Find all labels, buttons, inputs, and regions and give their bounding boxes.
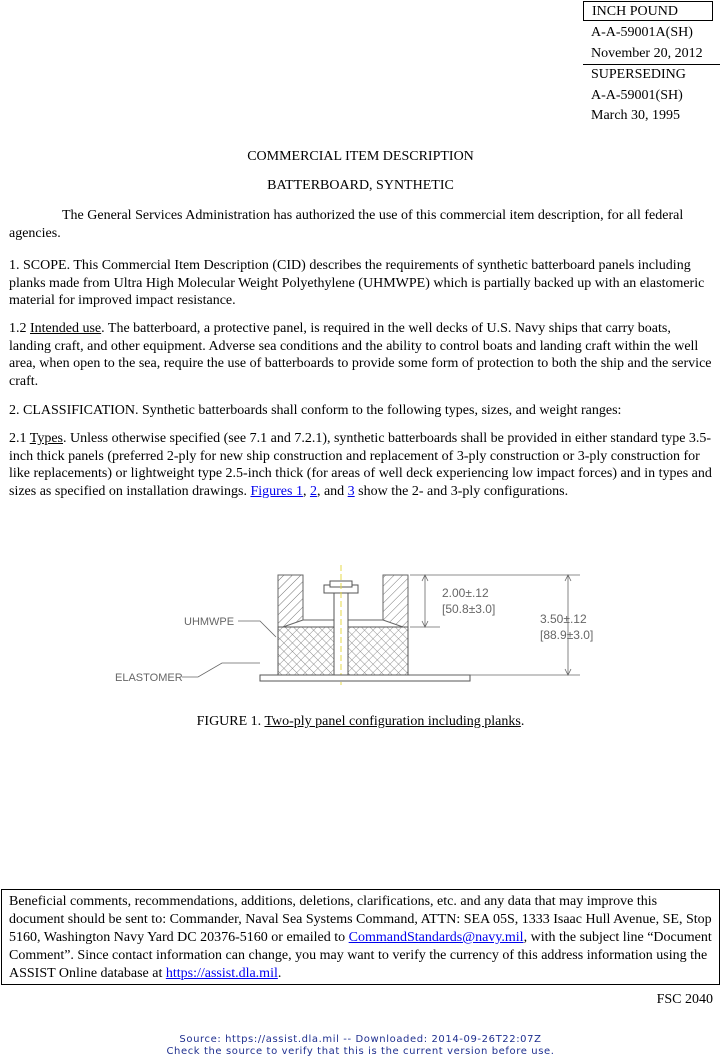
email-link[interactable]: CommandStandards@navy.mil [348, 930, 524, 945]
uhmwpe-right-region [383, 575, 408, 627]
scope-paragraph: 1. SCOPE. This Commercial Item Description (CID) describes the requirements of synthetic batterboard panels including planks made from Ultra High Molecular Weight Polyethylene (UHMWPE) which is partially backed up with an elastomeric material for improved impact resistance. [9, 258, 705, 308]
header-divider [583, 64, 720, 65]
uhmwpe-label: UHMWPE [184, 616, 235, 628]
elastomer-label: ELASTOMER [115, 672, 183, 684]
types-tail-text: show the 2- and 3-ply configurations. [354, 483, 569, 499]
document-subtitle: BATTERBOARD, SYNTHETIC [267, 178, 454, 193]
intro-paragraph: The General Services Administration has authorized the use of this commercial item description, for all federal agencies. [9, 208, 684, 241]
deck-plate [260, 675, 470, 681]
figure3-link[interactable]: 3 [347, 483, 355, 499]
types-paragraph [9, 430, 713, 500]
figure1-drawing [110, 545, 614, 705]
classification-paragraph: 2. CLASSIFICATION. Synthetic batterboards shall conform to the following types, sizes, and weight ranges: [9, 403, 622, 418]
superseded-date: March 30, 1995 [591, 108, 681, 123]
caption-suffix: . [520, 714, 525, 729]
comment-box [1, 889, 720, 985]
uhmwpe-left-region [278, 575, 303, 627]
figure2-link[interactable]: 2 [309, 483, 317, 499]
intended-use-text: . The batterboard, a protective panel, is required in the well decks of U.S. Navy ships that carry boats, landing craft, and other equipment. Adverse sea conditions and the ability to control boats and landing craft within the well area, when open to the sea, require the use of batterboards to provide some form of protection to both the ship and the service craft. [9, 321, 712, 389]
dim-3-5in-label: 3.50±.12 [540, 612, 587, 626]
caption-prefix: FIGURE 1. [196, 714, 265, 729]
comment-text: Beneficial comments, recommendations, additions, deletions, clarifications, etc. and any data that may improve this document should be sent to: Commander, Naval Sea Systems Command, ATTN: SEA 05S, 1333 Isaac Hull Avenue, SE, Stop 5160, Washington Navy Yard DC 20376-5160 or emailed to [9, 894, 712, 945]
dim-2in-label: 2.00±.12 [442, 586, 489, 600]
caption-title: Two-ply panel configuration including planks [264, 714, 521, 729]
superseded-number: A-A-59001(SH) [591, 88, 683, 103]
document-number: A-A-59001A(SH) [591, 25, 693, 40]
assist-url-link[interactable]: https://assist.dla.mil [165, 966, 278, 981]
figure1-caption [0, 714, 721, 730]
section-number: 1.2 [9, 321, 30, 336]
intended-use-paragraph [9, 320, 713, 390]
fsc-code: FSC 2040 [656, 992, 713, 1007]
inch-pound-label: INCH POUND [583, 1, 713, 21]
dim-3-5in-metric-label: [88.9±3.0] [540, 628, 594, 642]
link-separator: , and [316, 483, 348, 499]
document-date: November 20, 2012 [591, 46, 703, 61]
dim-2in-metric-label: [50.8±3.0] [442, 602, 496, 616]
document-title: COMMERCIAL ITEM DESCRIPTION [247, 149, 474, 164]
section-number: 2.1 [9, 431, 30, 446]
types-heading: Types [29, 431, 63, 446]
comment-text: , with the subject line “Document Comment”. Since contact information can change, you may want to verify the currency of this address information using the ASSIST Online database at [9, 930, 712, 981]
source-line: Source: https://assist.dla.mil -- Downloaded: 2014-09-26T22:07Z [179, 1034, 542, 1045]
comment-text: . [277, 966, 282, 981]
superseding-label: SUPERSEDING [591, 67, 686, 82]
types-text: . Unless otherwise specified (see 7.1 and 7.2.1), synthetic batterboards shall be provided in either standard type 3.5-inch thick panels (preferred 2-ply for new ship construction and replacement of 3-ply construction or 3-ply construction for like replacements) or lightweight type 2.5-inch thick (for areas of well deck experiencing low impact forces) and in types and sizes as specified on installation drawings. [9, 431, 712, 499]
link-separator: , [302, 483, 310, 499]
intended-use-heading: Intended use [30, 321, 102, 336]
figure1-link[interactable]: Figures 1 [250, 483, 303, 499]
source-notice: Check the source to verify that this is the current version before use. [166, 1046, 555, 1057]
